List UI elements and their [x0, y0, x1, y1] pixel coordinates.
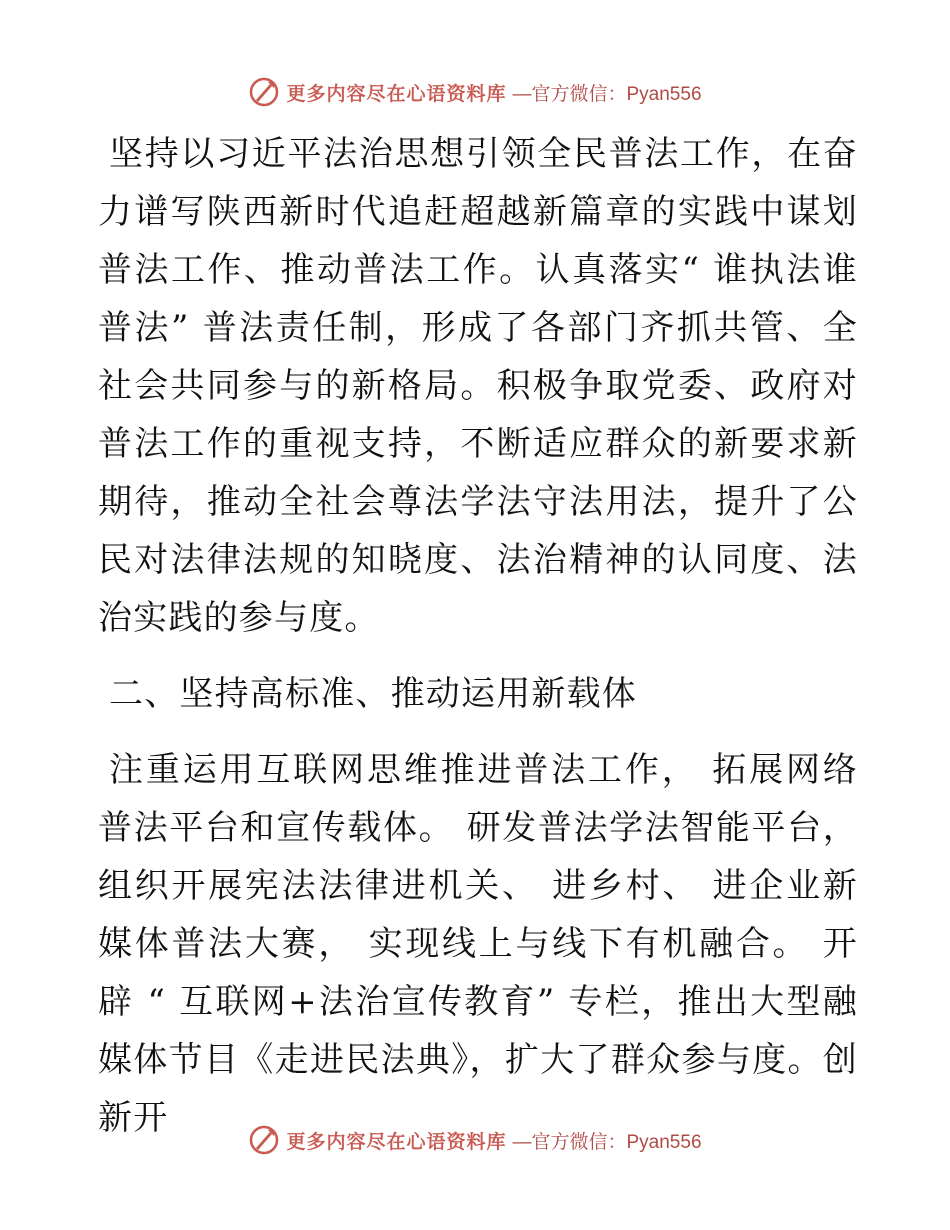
footer-contact-text: —官方微信：Pyan556	[512, 1131, 702, 1153]
quill-pen-logo-icon	[248, 76, 280, 108]
paragraph-1: 坚持以习近平法治思想引领全民普法工作，在奋力谱写陕西新时代追赶超越新篇章的实践中谋划普法工作、推动普法工作。认真落实“ 谁执法谁普法” 普法责任制，形成了各部门齐抓共管、全社会共同参与的新格局。积极争取党委、政府对普法工作的重视支持，不断适应群众的新要求新期待，推动全社会尊法学法守法用法，提升了公民对法律法规的知晓度、法治精神的认同度、法治实践的参与度。	[98, 134, 858, 638]
section-heading-2: 二、坚持高标准、推动运用新载体	[109, 674, 637, 714]
header-brand-text: 更多内容尽在心语资料库	[286, 83, 507, 105]
footer-watermark	[0, 1120, 950, 1160]
header-watermark	[0, 72, 950, 112]
quill-pen-logo-icon	[248, 1124, 280, 1156]
header-contact-text: —官方微信：Pyan556	[512, 83, 702, 105]
paragraph-2: 注重运用互联网思维推进普法工作， 拓展网络普法平台和宣传载体。 研发普法学法智能平台，组织开展宪法法律进机关、 进乡村、 进企业新媒体普法大赛， 实现线上与线下有机融合。 开辟 “ 互联网+法治宣传教育” 专栏，推出大型融媒体节目《走进民法典》，扩大了群众参与度。创新开	[98, 750, 858, 1138]
document-body	[98, 125, 858, 1147]
footer-brand-text: 更多内容尽在心语资料库	[286, 1131, 507, 1153]
